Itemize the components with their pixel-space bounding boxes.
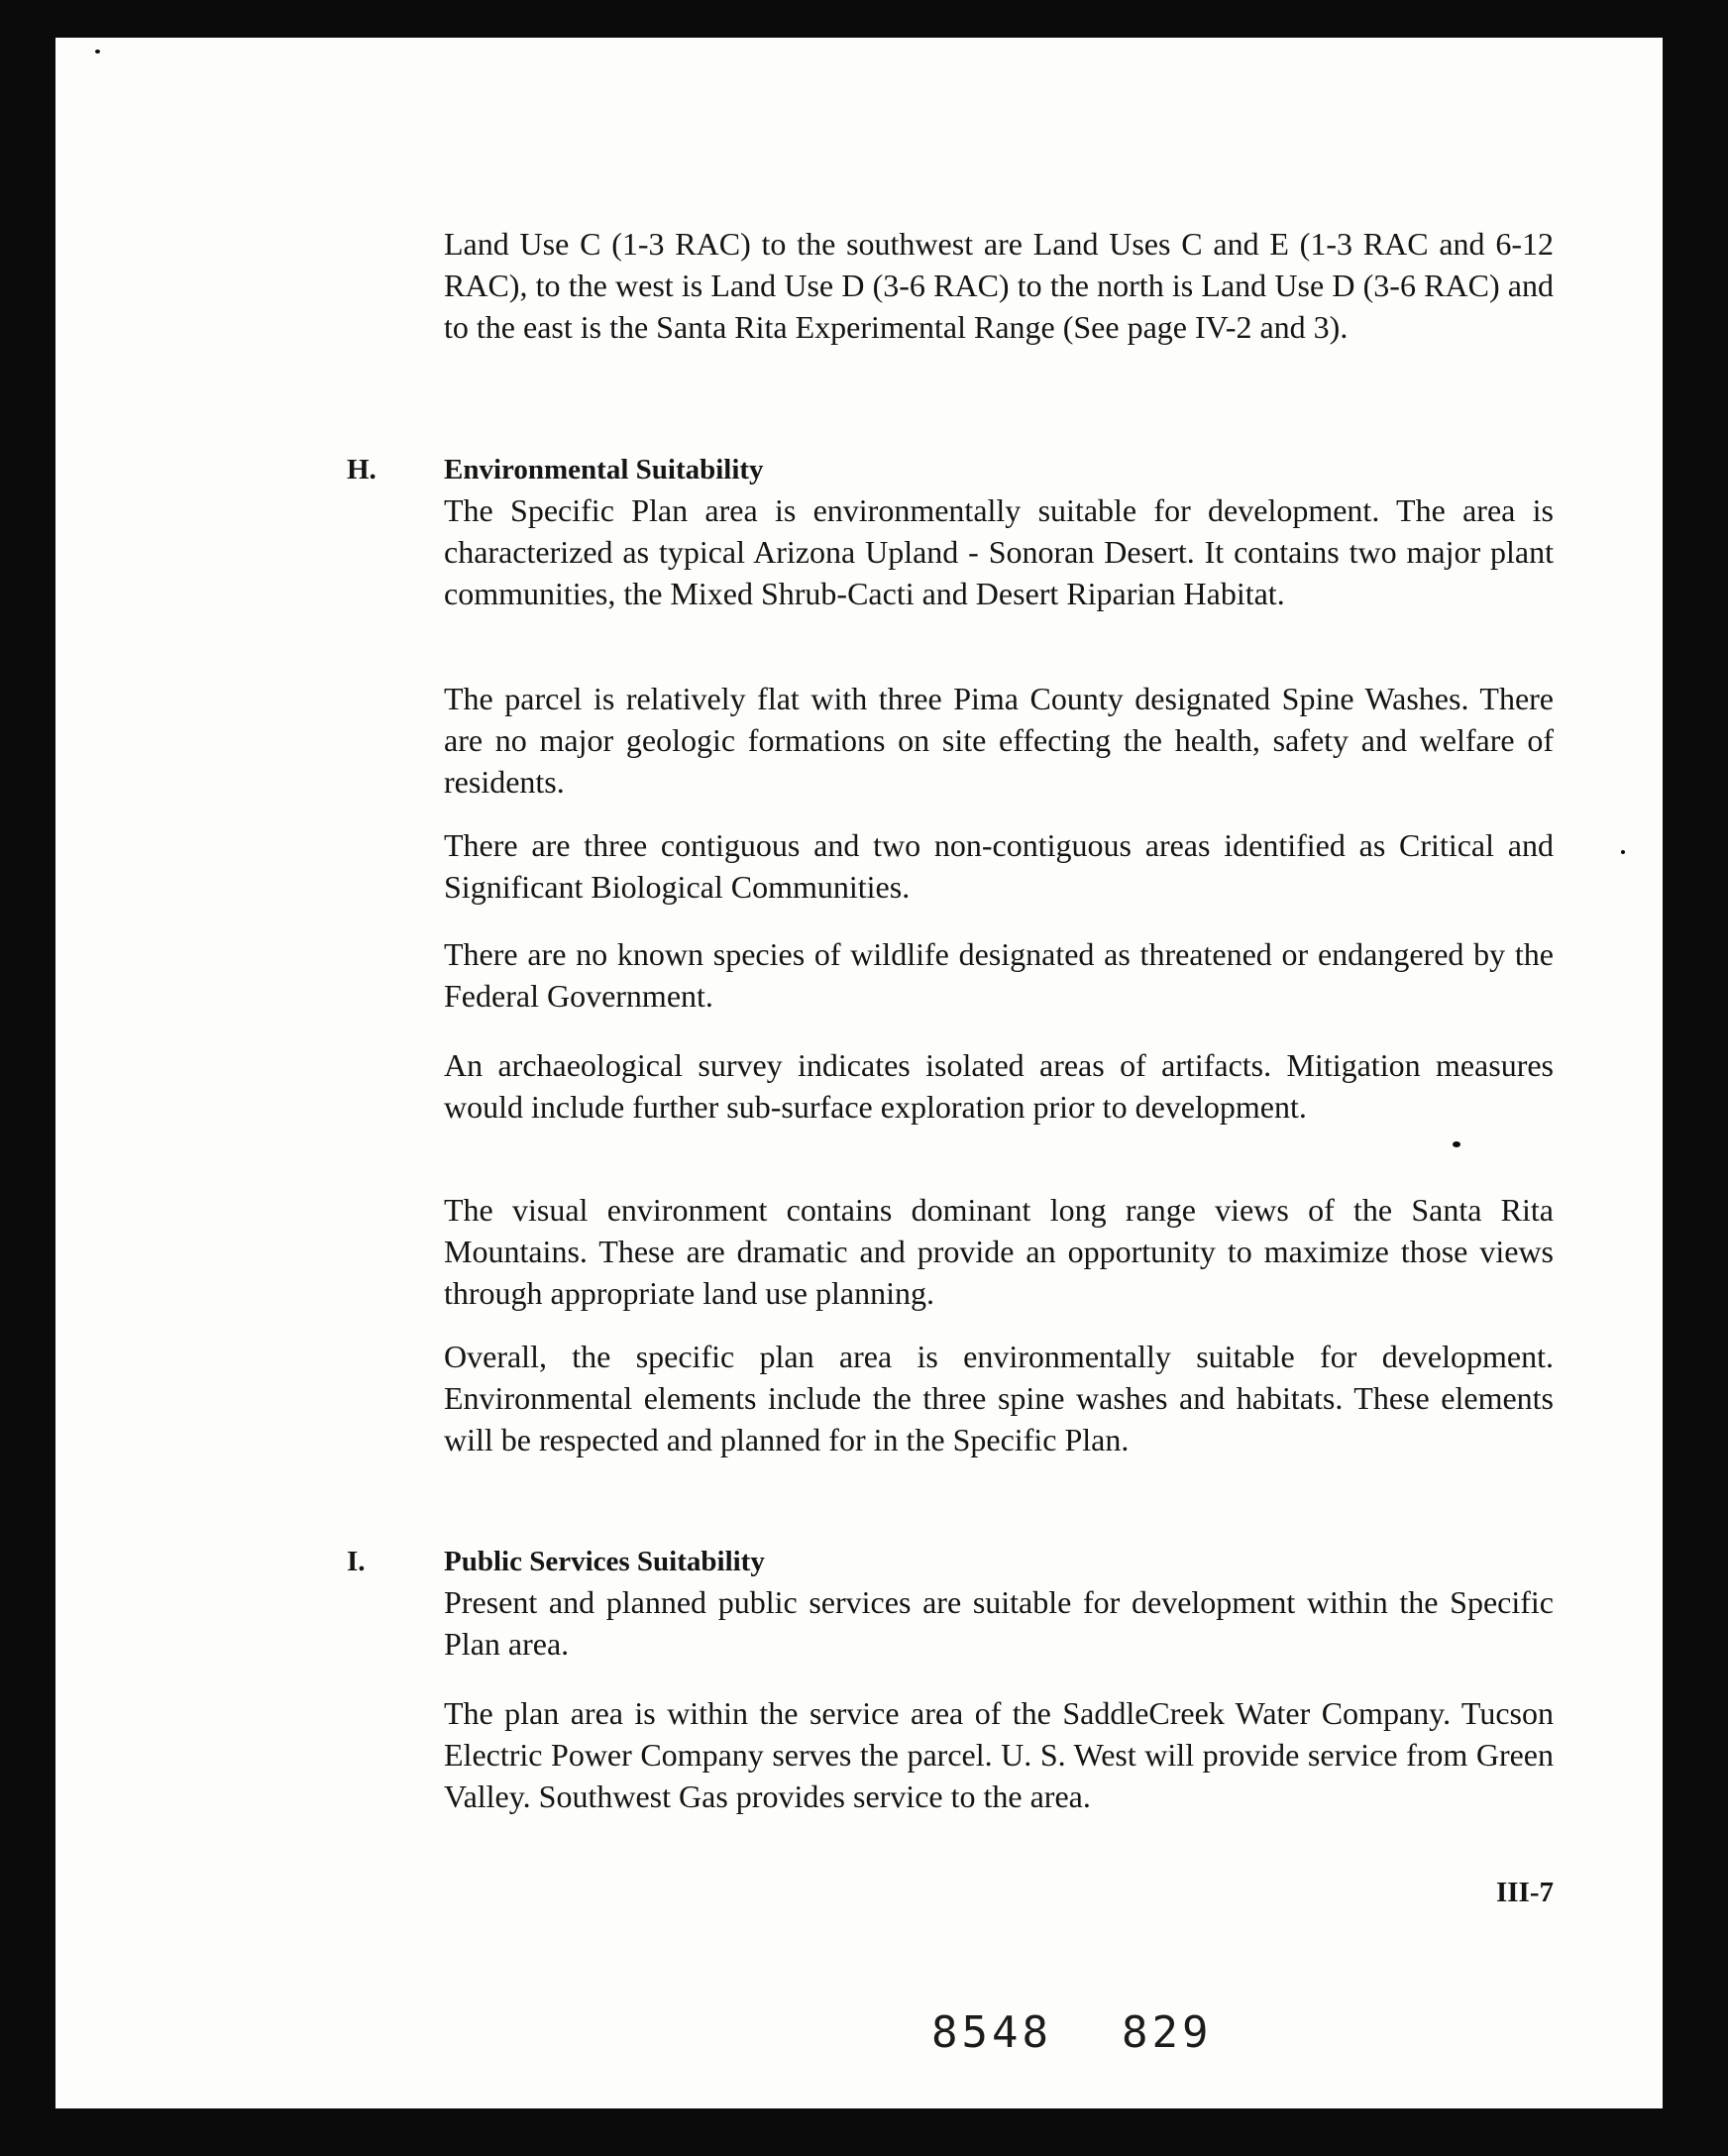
- document-stamp: [931, 2007, 1212, 2058]
- section-h-heading: [347, 454, 764, 486]
- document-page: [55, 38, 1663, 2108]
- stamp-number-left: 8548: [931, 2007, 1052, 2058]
- page-number: III-7: [1495, 1877, 1554, 1908]
- paragraph: The Specific Plan area is environmentally suitable for development. The area is characterized as typical Arizona Upland - Sonoran Desert. It contains two major plant communities, the Mixed Shrub-Cacti and Desert Riparian Habitat.: [444, 492, 1554, 611]
- section-title: Environmental Suitability: [444, 454, 764, 485]
- paragraph: The plan area is within the service area of the SaddleCreek Water Company. Tucson Electric Power Company serves the parcel. U. S. West will provide service from Green Valley. Southwest Gas provides service to the area.: [444, 1695, 1554, 1814]
- paragraph: There are no known species of wildlife designated as threatened or endangered by the Federal Government.: [444, 936, 1554, 1014]
- section-letter: H.: [347, 454, 377, 485]
- section-i-heading: [347, 1546, 765, 1578]
- scan-speck: [1453, 1141, 1460, 1147]
- scan-speck: [1621, 850, 1625, 854]
- paragraph: The visual environment contains dominant long range views of the Santa Rita Mountains. These are dramatic and provide an opportunity to maximize those views through appropriate land use planning.: [444, 1192, 1554, 1311]
- stamp-number-right: 829: [1121, 2007, 1213, 2058]
- section-letter: I.: [347, 1546, 366, 1577]
- paragraph: An archaeological survey indicates isolated areas of artifacts. Mitigation measures would include further sub-surface exploration prior to development.: [444, 1047, 1554, 1125]
- intro-paragraph: Land Use C (1-3 RAC) to the southwest are Land Uses C and E (1-3 RAC and 6-12 RAC), to the west is Land Use D (3-6 RAC) to the north is Land Use D (3-6 RAC) and to the east is the Santa Rita Experimental Range (See page IV-2 and 3).: [444, 226, 1554, 345]
- paragraph: Present and planned public services are suitable for development within the Specific Plan area.: [444, 1584, 1554, 1662]
- paragraph: There are three contiguous and two non-contiguous areas identified as Critical and Significant Biological Communities.: [444, 827, 1554, 905]
- scan-speck: [95, 50, 100, 54]
- paragraph: Overall, the specific plan area is environmentally suitable for development. Environmental elements include the three spine washes and habitats. These elements will be respected and planned for in the Specific Plan.: [444, 1339, 1554, 1457]
- paragraph: The parcel is relatively flat with three Pima County designated Spine Washes. There are no major geologic formations on site effecting the health, safety and welfare of residents.: [444, 681, 1554, 800]
- section-title: Public Services Suitability: [444, 1546, 765, 1577]
